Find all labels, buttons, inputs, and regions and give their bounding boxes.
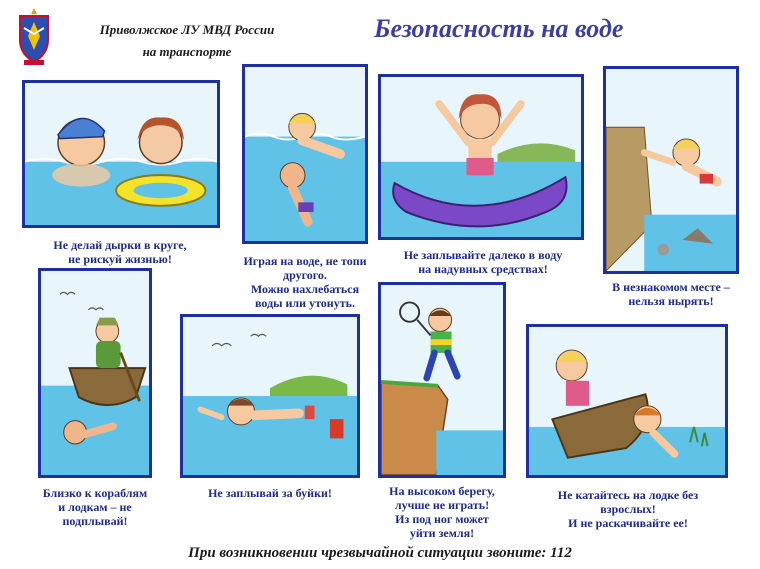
caption-panel-2: Играя на воде, не топи другого. Можно нахлебаться воды или утонуть. — [243, 254, 367, 310]
panel-inflatable-mattress — [378, 74, 584, 240]
caption-panel-1: Не делай дырки в круге, не рискуй жизнью! — [53, 238, 187, 266]
panel-high-bank — [378, 282, 506, 478]
page-title: Безопасность на воде — [374, 14, 624, 43]
caption-panel-7: На высоком берегу, лучше не играть! Из под ног может уйти земля! — [389, 484, 495, 540]
caption-panel-3: Не заплывайте далеко в воду на надувных средствах! — [403, 248, 563, 276]
caption-panel-8: Не катайтесь на лодке без взрослых! И не раскачивайте ее! — [557, 488, 699, 530]
organization-name: Приволжское ЛУ МВД России — [99, 22, 275, 37]
caption-panel-6: Не заплывай за буйки! — [208, 486, 332, 500]
caption-panel-5: Близко к кораблям и лодкам – не подплывай! — [42, 486, 148, 528]
panel-boats — [38, 268, 152, 478]
panel-dunking — [242, 64, 368, 244]
panel-boat-rocking — [526, 324, 728, 478]
caption-panel-4: В незнакомом месте – нельзя нырять! — [612, 280, 730, 308]
organization-subtitle: на транспорте — [142, 44, 232, 59]
panel-inflatable-ring — [22, 80, 220, 228]
police-emblem-icon — [14, 6, 54, 68]
panel-diving — [603, 66, 739, 274]
emergency-footer: При возникновении чрезвычайной ситуации звоните: 112 — [188, 545, 572, 561]
panel-buoys — [180, 314, 360, 478]
